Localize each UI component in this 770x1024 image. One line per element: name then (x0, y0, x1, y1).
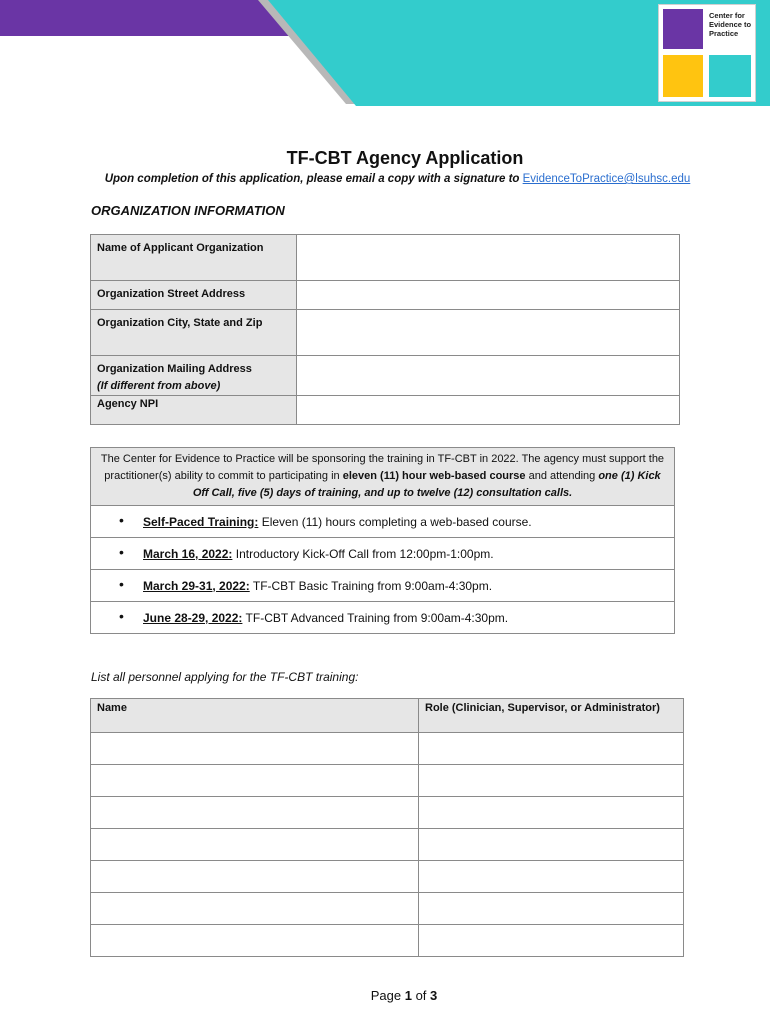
personnel-header-row (91, 699, 684, 733)
training-item (91, 570, 675, 602)
training-info-table (90, 447, 675, 634)
personnel-name-cell[interactable] (91, 797, 419, 829)
training-item (91, 506, 675, 538)
personnel-heading: List all personnel applying for the TF-CBT training: (91, 670, 359, 684)
training-item-row (91, 506, 675, 538)
column-header-role: Role (Clinician, Supervisor, or Administrator) (419, 699, 684, 733)
training-item-label: Self-Paced Training: (143, 514, 259, 529)
footer-page-number: 1 (404, 988, 412, 1003)
personnel-row (91, 733, 684, 765)
personnel-name-cell[interactable] (91, 733, 419, 765)
personnel-name-cell[interactable] (91, 829, 419, 861)
instructions-text: Upon completion of this application, please email a copy with a signature to (104, 173, 520, 185)
training-item-label: March 16, 2022: (143, 546, 233, 561)
org-label-city: Organization City, State and Zip (91, 310, 297, 356)
org-label-street: Organization Street Address (91, 281, 297, 310)
training-item (91, 602, 675, 634)
org-mailing-field[interactable] (297, 356, 680, 396)
personnel-row (91, 829, 684, 861)
org-name-field[interactable] (297, 235, 680, 281)
personnel-name-input[interactable] (92, 926, 417, 955)
org-label-mailing-note: (If different from above) (97, 380, 221, 392)
training-item-text: Introductory Kick-Off Call from 12:00pm-1:00pm. (235, 546, 494, 561)
footer-of: of (415, 988, 427, 1003)
personnel-role-cell[interactable] (419, 765, 684, 797)
personnel-role-input[interactable] (420, 926, 682, 955)
training-item-label: March 29-31, 2022: (143, 578, 250, 593)
personnel-name-cell[interactable] (91, 861, 419, 893)
training-item-row (91, 538, 675, 570)
org-label-name: Name of Applicant Organization (91, 235, 297, 281)
training-intro-bold-italic: one (1) Kick Off Call, five (5) days of training, and up to twelve (12) consultation calls. (192, 470, 661, 499)
org-street-field[interactable] (297, 281, 680, 310)
personnel-role-input[interactable] (420, 798, 682, 827)
org-row (91, 396, 680, 425)
personnel-table (90, 698, 684, 957)
org-city-field[interactable] (297, 310, 680, 356)
center-for-evidence-logo (658, 4, 756, 102)
training-intro-text-2: and attending (528, 470, 596, 482)
org-label-mailing-text: Organization Mailing Address (97, 363, 252, 375)
logo-text: Center for Evidence to Practice (709, 11, 752, 38)
training-item-label: June 28-29, 2022: (143, 610, 243, 625)
personnel-role-cell[interactable] (419, 829, 684, 861)
footer-prefix: Page (370, 988, 402, 1003)
footer-total-pages: 3 (430, 988, 438, 1003)
training-item-text: TF-CBT Advanced Training from 9:00am-4:30pm. (245, 610, 509, 625)
personnel-role-input[interactable] (420, 766, 682, 795)
logo-teal-square (709, 55, 751, 97)
personnel-row (91, 797, 684, 829)
org-row (91, 235, 680, 281)
training-intro (91, 448, 675, 506)
personnel-row (91, 861, 684, 893)
personnel-role-input[interactable] (420, 894, 682, 923)
org-row (91, 281, 680, 310)
logo-purple-square (663, 9, 703, 49)
training-intro-row (91, 448, 675, 506)
personnel-row (91, 765, 684, 797)
personnel-role-cell[interactable] (419, 893, 684, 925)
training-intro-text-1: The Center for Evidence to Practice will be sponsoring the training in TF-CBT in 2022. The agency must support the practitioner(s) ability to commit to participating in (100, 453, 665, 482)
email-link[interactable]: EvidenceToPractice@lsuhsc.edu (522, 173, 691, 185)
personnel-name-input[interactable] (92, 862, 417, 891)
page-footer (0, 988, 770, 1003)
logo-yellow-square (663, 55, 703, 97)
personnel-name-input[interactable] (92, 830, 417, 859)
personnel-name-cell[interactable] (91, 765, 419, 797)
training-item-row (91, 570, 675, 602)
instructions (0, 173, 770, 185)
purple-banner-shape (0, 0, 300, 36)
personnel-name-cell[interactable] (91, 925, 419, 957)
personnel-role-cell[interactable] (419, 925, 684, 957)
column-header-name: Name (91, 699, 419, 733)
personnel-role-cell[interactable] (419, 733, 684, 765)
org-row (91, 310, 680, 356)
header-banner (0, 0, 770, 110)
page-title: TF-CBT Agency Application (286, 148, 524, 168)
personnel-role-input[interactable] (420, 734, 682, 763)
org-label-mailing (91, 356, 297, 396)
personnel-role-input[interactable] (420, 862, 682, 891)
personnel-row (91, 893, 684, 925)
training-item-text: Eleven (11) hours completing a web-based course. (261, 514, 532, 529)
training-item-text: TF-CBT Basic Training from 9:00am-4:30pm. (252, 578, 493, 593)
personnel-name-input[interactable] (92, 734, 417, 763)
training-intro-bold: eleven (11) hour web-based course (342, 470, 526, 482)
org-label-npi: Agency NPI (91, 396, 297, 425)
training-item (91, 538, 675, 570)
organization-heading: ORGANIZATION INFORMATION (91, 203, 285, 218)
personnel-role-cell[interactable] (419, 797, 684, 829)
organization-table (90, 234, 680, 425)
org-row (91, 356, 680, 396)
personnel-name-input[interactable] (92, 766, 417, 795)
personnel-role-cell[interactable] (419, 861, 684, 893)
training-item-row (91, 602, 675, 634)
org-npi-field[interactable] (297, 396, 680, 425)
personnel-name-cell[interactable] (91, 893, 419, 925)
personnel-name-input[interactable] (92, 798, 417, 827)
personnel-row (91, 925, 684, 957)
personnel-role-input[interactable] (420, 830, 682, 859)
personnel-name-input[interactable] (92, 894, 417, 923)
